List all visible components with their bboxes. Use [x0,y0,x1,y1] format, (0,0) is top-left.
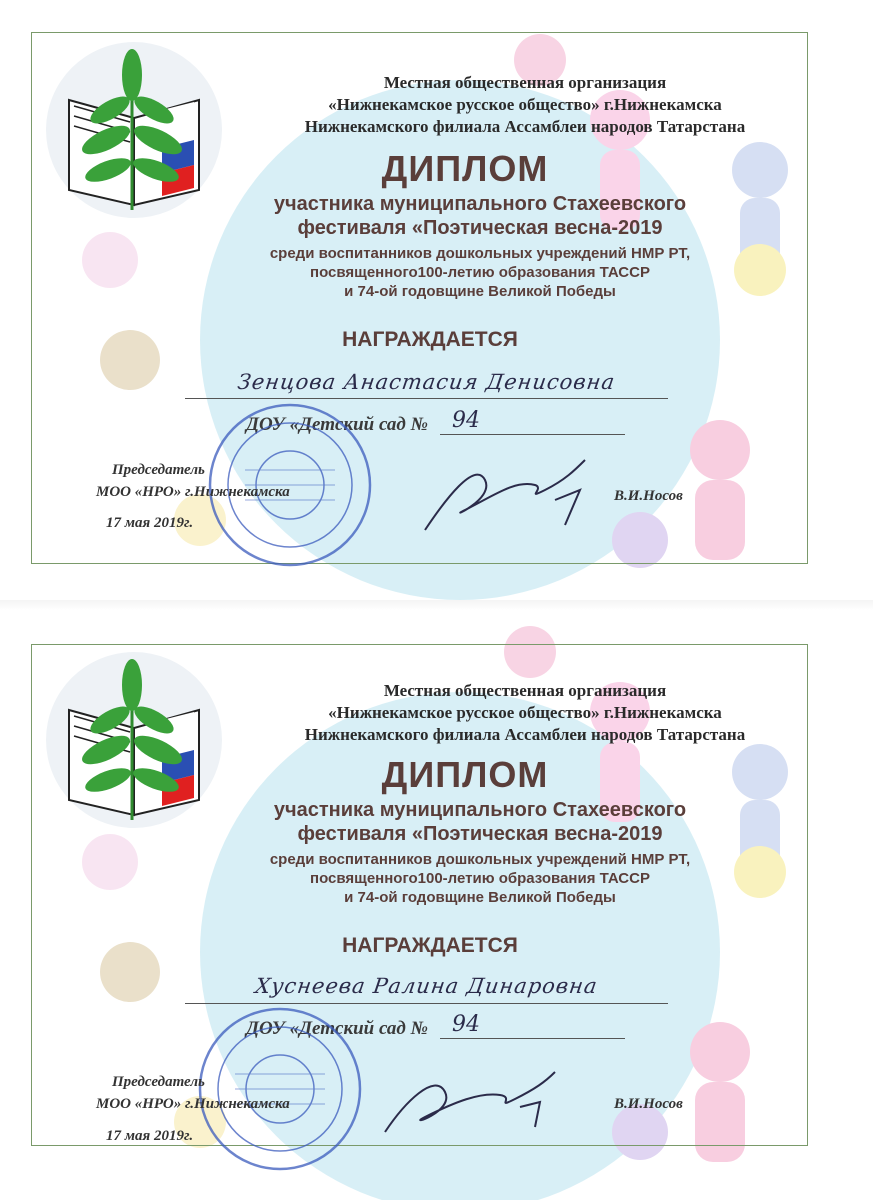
book-sprout-logo [44,650,224,830]
description-line-2: посвященного100-летию образования ТАССР [310,264,650,281]
description-line-3: и 74-ой годовщине Великой Победы [344,283,616,300]
org-line-1: Местная общественная организация [383,73,667,92]
handwritten-signature [405,440,605,540]
org-line-2: «Нижнекамское русское общество» г.Нижнекамска [328,703,722,722]
description-line-1: среди воспитанников дошкольных учреждений НМР РТ, [269,245,691,262]
dou-number: 94 [452,1012,480,1037]
description-line-1: среди воспитанников дошкольных учреждений НМР РТ, [269,851,691,868]
chair-title: Председатель [112,462,205,478]
issue-date: 17 мая 2019г. [106,515,194,531]
name-underline [185,398,668,399]
org-line-1: Местная общественная организация [383,681,667,700]
signer-name: В.И.Носов [614,1096,683,1112]
description-line-3: и 74-ой годовщине Великой Победы [344,889,616,906]
diploma-title: ДИПЛОМ [381,754,549,795]
round-stamp [195,1004,365,1174]
page-divider [0,600,873,610]
award-label: НАГРАЖДАЕТСЯ [342,328,518,351]
chair-organization: МОО «НРО» г.Нижнекамска [96,484,290,500]
description-line-2: посвященного100-летию образования ТАССР [310,870,650,887]
subtitle-line-2: фестиваля «Поэтическая весна-2019 [297,217,663,239]
subtitle-line-1: участника муниципального Стахеевского [273,193,687,215]
issue-date: 17 мая 2019г. [106,1128,194,1144]
diploma-2 [0,612,873,1200]
recipient-name: Зенцова Анастасия Денисовна [236,370,617,394]
chair-organization: МОО «НРО» г.Нижнекамска [96,1096,290,1112]
recipient-name: Хуснеева Ралина Динаровна [253,974,600,998]
handwritten-signature [370,1047,570,1147]
dou-label: ДОУ «Детский сад № [246,1018,428,1039]
org-line-2: «Нижнекамское русское общество» г.Нижнекамска [328,95,722,114]
org-line-3: Нижнекамского филиала Ассамблеи народов Татарстана [304,117,746,136]
dou-number: 94 [452,408,480,433]
book-sprout-logo [44,40,224,220]
award-label: НАГРАЖДАЕТСЯ [342,934,518,957]
signer-name: В.И.Носов [614,488,683,504]
org-line-3: Нижнекамского филиала Ассамблеи народов Татарстана [304,725,746,744]
dou-label: ДОУ «Детский сад № [246,414,428,435]
subtitle-line-2: фестиваля «Поэтическая весна-2019 [297,823,663,845]
chair-title: Председатель [112,1074,205,1090]
dou-underline [440,1038,625,1039]
subtitle-line-1: участника муниципального Стахеевского [273,799,687,821]
diploma-title: ДИПЛОМ [381,148,549,189]
dou-underline [440,434,625,435]
